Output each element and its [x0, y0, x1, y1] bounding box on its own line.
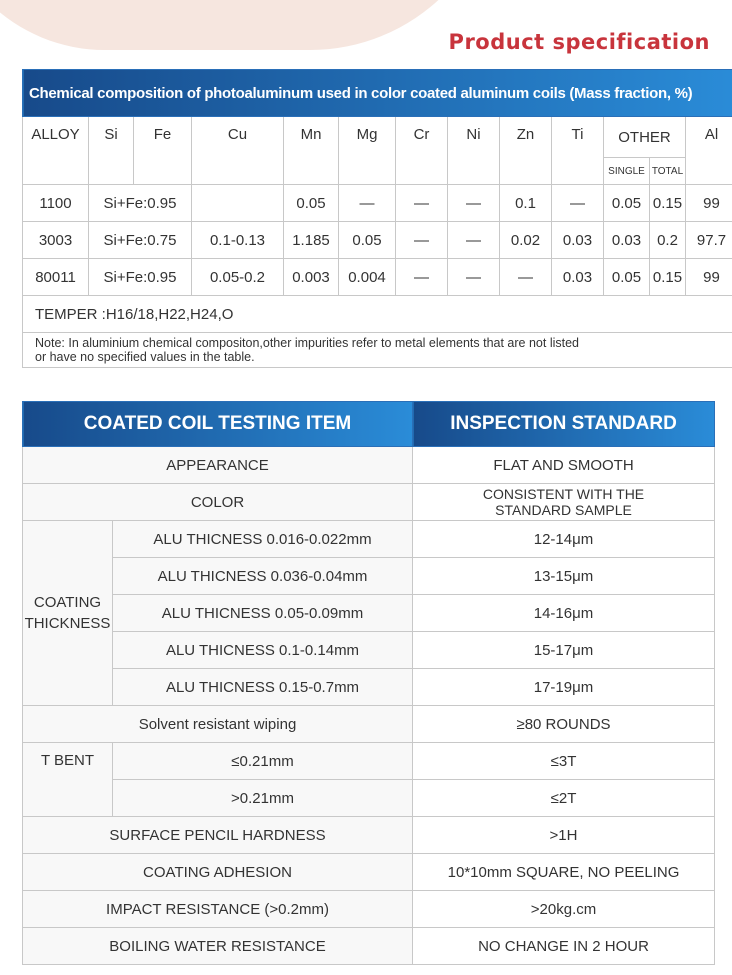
cell-ni: — — [448, 222, 500, 259]
chem-table-caption: Chemical composition of photoaluminum used in color coated aluminum coils (Mass fraction, %) — [23, 70, 732, 117]
cell-cr: — — [396, 259, 448, 296]
header-si: Si — [89, 117, 134, 185]
table-row — [23, 632, 715, 669]
header-mg: Mg — [339, 117, 396, 185]
cell-cr: — — [396, 185, 448, 222]
standard-boiling-water: NO CHANGE IN 2 HOUR — [413, 928, 715, 965]
table-row — [23, 521, 715, 558]
standard-coating-adhesion: 10*10mm SQUARE, NO PEELING — [413, 854, 715, 891]
standard-pencil-hardness: >1H — [413, 817, 715, 854]
cell-total: 0.2 — [650, 222, 686, 259]
table-row — [23, 595, 715, 632]
cell-sife: Si+Fe:0.95 — [89, 185, 192, 222]
table-row — [23, 743, 715, 780]
cell-alloy: 3003 — [23, 222, 89, 259]
coating-thickness-label — [23, 521, 113, 706]
cell-sife: Si+Fe:0.95 — [89, 259, 192, 296]
cell-mn: 1.185 — [284, 222, 339, 259]
cell-ti: 0.03 — [552, 222, 604, 259]
cell-cr: — — [396, 222, 448, 259]
standard-solvent: ≥80 ROUNDS — [413, 706, 715, 743]
item-coating-thickness: ALU THICNESS 0.05-0.09mm — [113, 595, 413, 632]
standard-t-bent: ≤3T — [413, 743, 715, 780]
cell-single: 0.03 — [604, 222, 650, 259]
note-row — [23, 333, 732, 368]
table-row — [23, 780, 715, 817]
cell-mn: 0.003 — [284, 259, 339, 296]
item-t-bent: ≤0.21mm — [113, 743, 413, 780]
table-row — [23, 222, 732, 259]
standard-coating-thickness: 17-19μm — [413, 669, 715, 706]
coated-coil-testing-table — [22, 401, 715, 965]
page-title: Product specification — [448, 30, 710, 54]
cell-cu: 0.05-0.2 — [192, 259, 284, 296]
item-color: COLOR — [23, 484, 413, 521]
table-row — [23, 891, 715, 928]
cell-mg: — — [339, 185, 396, 222]
standard-t-bent: ≤2T — [413, 780, 715, 817]
item-impact-resistance: IMPACT RESISTANCE (>0.2mm) — [23, 891, 413, 928]
standard-appearance: FLAT AND SMOOTH — [413, 447, 715, 484]
cell-single: 0.05 — [604, 259, 650, 296]
cell-mg: 0.05 — [339, 222, 396, 259]
coating-label-line-1: COATING — [33, 594, 102, 611]
coating-label-line-2: THICKNESS — [24, 615, 111, 632]
cell-total: 0.15 — [650, 185, 686, 222]
item-coating-thickness: ALU THICNESS 0.016-0.022mm — [113, 521, 413, 558]
cell-mg: 0.004 — [339, 259, 396, 296]
chem-header-row — [23, 117, 732, 158]
item-coating-thickness: ALU THICNESS 0.15-0.7mm — [113, 669, 413, 706]
decorative-header-shape — [0, 0, 500, 50]
cell-al: 99 — [686, 259, 732, 296]
chemical-composition-table — [22, 69, 732, 368]
cell-ti: — — [552, 185, 604, 222]
standard-coating-thickness: 13-15μm — [413, 558, 715, 595]
table-row — [23, 706, 715, 743]
standard-impact-resistance: >20kg.cm — [413, 891, 715, 928]
header-other: OTHER — [604, 117, 686, 158]
cell-zn: 0.1 — [500, 185, 552, 222]
item-coating-thickness: ALU THICNESS 0.036-0.04mm — [113, 558, 413, 595]
item-coating-adhesion: COATING ADHESION — [23, 854, 413, 891]
table-row — [23, 447, 715, 484]
cell-zn: — — [500, 259, 552, 296]
item-pencil-hardness: SURFACE PENCIL HARDNESS — [23, 817, 413, 854]
header-cu: Cu — [192, 117, 284, 185]
cell-zn: 0.02 — [500, 222, 552, 259]
header-al: Al — [686, 117, 732, 185]
cell-sife: Si+Fe:0.75 — [89, 222, 192, 259]
header-fe: Fe — [134, 117, 192, 185]
cell-cu: 0.1-0.13 — [192, 222, 284, 259]
cell-total: 0.15 — [650, 259, 686, 296]
temper-row: TEMPER :H16/18,H22,H24,O — [23, 296, 732, 333]
item-coating-thickness: ALU THICNESS 0.1-0.14mm — [113, 632, 413, 669]
table-row — [23, 669, 715, 706]
header-inspection-standard: INSPECTION STANDARD — [413, 402, 715, 447]
cell-alloy: 80011 — [23, 259, 89, 296]
table-row — [23, 484, 715, 521]
header-single: SINGLE — [604, 158, 650, 185]
header-ni: Ni — [448, 117, 500, 185]
standard-color — [413, 484, 715, 521]
cell-ni: — — [448, 259, 500, 296]
standard-coating-thickness: 12-14μm — [413, 521, 715, 558]
item-appearance: APPEARANCE — [23, 447, 413, 484]
cell-ni: — — [448, 185, 500, 222]
cell-al: 99 — [686, 185, 732, 222]
table-row — [23, 854, 715, 891]
cell-single: 0.05 — [604, 185, 650, 222]
header-testing-item: COATED COIL TESTING ITEM — [23, 402, 413, 447]
standard-coating-thickness: 14-16μm — [413, 595, 715, 632]
item-solvent: Solvent resistant wiping — [23, 706, 413, 743]
header-zn: Zn — [500, 117, 552, 185]
note-line-2: or have no specified values in the table. — [35, 350, 255, 364]
cell-ti: 0.03 — [552, 259, 604, 296]
cell-mn: 0.05 — [284, 185, 339, 222]
item-t-bent: >0.21mm — [113, 780, 413, 817]
table-row — [23, 185, 732, 222]
table-row — [23, 558, 715, 595]
cell-alloy: 1100 — [23, 185, 89, 222]
standard-color-line-1: CONSISTENT WITH THE — [482, 486, 645, 502]
header-ti: Ti — [552, 117, 604, 185]
table-row — [23, 817, 715, 854]
item-boiling-water: BOILING WATER RESISTANCE — [23, 928, 413, 965]
header-alloy: ALLOY — [23, 117, 89, 185]
standard-color-line-2: STANDARD SAMPLE — [495, 502, 632, 518]
t-bent-label: T BENT — [23, 743, 113, 817]
header-cr: Cr — [396, 117, 448, 185]
note-line-1: Note: In aluminium chemical compositon,other impurities refer to metal elements that are not listed — [35, 336, 579, 350]
cell-cu — [192, 185, 284, 222]
standard-coating-thickness: 15-17μm — [413, 632, 715, 669]
cell-al: 97.7 — [686, 222, 732, 259]
header-total: TOTAL — [650, 158, 686, 185]
table-row — [23, 259, 732, 296]
table-row — [23, 928, 715, 965]
header-mn: Mn — [284, 117, 339, 185]
